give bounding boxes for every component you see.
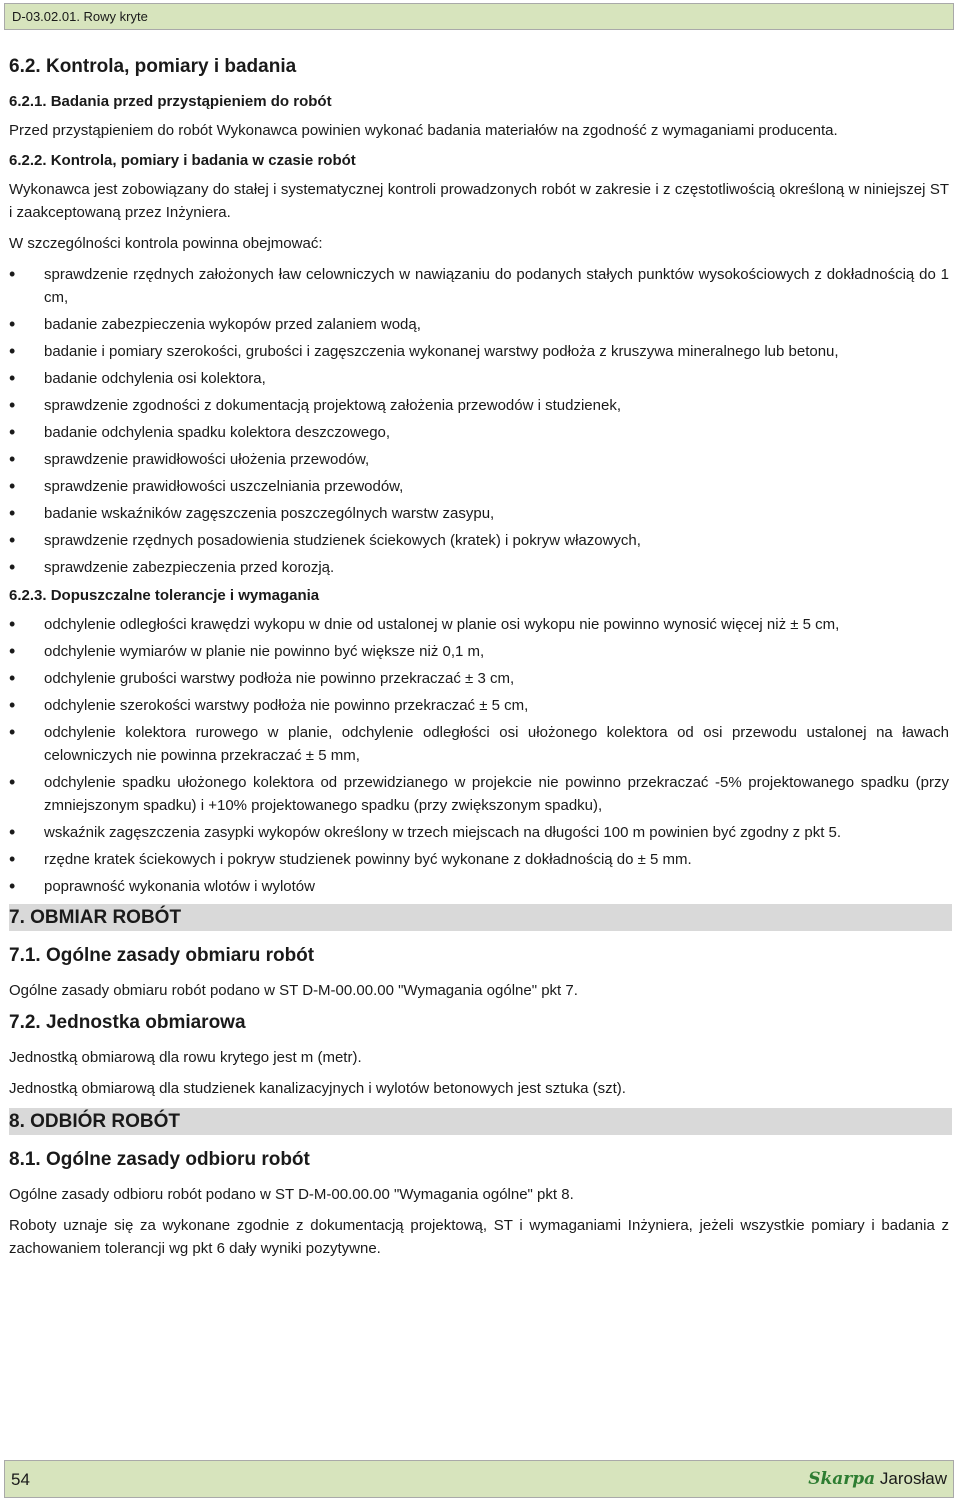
- list-item: • sprawdzenie zgodności z dokumentacją projektową założenia przewodów i studzienek,: [9, 394, 949, 417]
- list-item: • rzędne kratek ściekowych i pokryw studzienek powinny być wykonane z dokładnością do ± 5 mm.: [9, 848, 949, 871]
- running-header: [4, 3, 954, 30]
- subsection-heading-6-2-3: 6.2.3. Dopuszczalne tolerancje i wymagania: [9, 587, 320, 604]
- list-item: • odchylenie grubości warstwy podłoża nie powinno przekraczać ± 3 cm,: [9, 667, 949, 690]
- list-item: • sprawdzenie rzędnych założonych ław celowniczych w nawiązaniu do podanych stałych punktów wysokościowych z dokładnością do 1 cm,: [9, 263, 949, 309]
- chapter-heading-8: 8. ODBIÓR ROBÓT: [9, 1108, 952, 1135]
- list-item: • odchylenie szerokości warstwy podłoża nie powinno przekraczać ± 5 cm,: [9, 694, 949, 717]
- tolerance-list: [9, 613, 949, 898]
- company-logo: Skarpa: [808, 1469, 876, 1489]
- list-item: • sprawdzenie zabezpieczenia przed korozją.: [9, 556, 949, 579]
- list-item: • sprawdzenie prawidłowości uszczelniania przewodów,: [9, 475, 949, 498]
- section-heading-8-1: 8.1. Ogólne zasady odbioru robót: [9, 1149, 310, 1170]
- section-heading-7-2: 7.2. Jednostka obmiarowa: [9, 1012, 246, 1033]
- list-item: • badanie odchylenia osi kolektora,: [9, 367, 949, 390]
- list-item: • wskaźnik zagęszczenia zasypki wykopów określony w trzech miejscach na długości 100 m powinien być zgodny z pkt 5.: [9, 821, 949, 844]
- paragraph: Jednostką obmiarową dla rowu krytego jest m (metr).: [9, 1049, 362, 1066]
- list-item: • odchylenie spadku ułożonego kolektora od przewidzianego w projekcie nie powinno przekraczać -5% projektowanego spadku (przy zmniejszonym spadku) i +10% projektowanego spadku (przy zwiększonym spadku),: [9, 771, 949, 817]
- list-item: • badanie i pomiary szerokości, grubości i zagęszczenia wykonanej warstwy podłoża z kruszywa mineralnego lub betonu,: [9, 340, 949, 363]
- list-item: • sprawdzenie prawidłowości ułożenia przewodów,: [9, 448, 949, 471]
- subsection-heading-6-2-1: 6.2.1. Badania przed przystąpieniem do robót: [9, 93, 332, 110]
- paragraph: Jednostką obmiarową dla studzienek kanalizacyjnych i wylotów betonowych jest sztuka (szt).: [9, 1080, 626, 1097]
- list-item: • badanie wskaźników zagęszczenia poszczególnych warstw zasypu,: [9, 502, 949, 525]
- chapter-heading-7: 7. OBMIAR ROBÓT: [9, 904, 952, 931]
- list-item: • odchylenie odległości krawędzi wykopu w dnie od ustalonej w planie osi wykopu nie powinno wynosić więcej niż ± 5 cm,: [9, 613, 949, 636]
- footer-publisher: [808, 1469, 947, 1489]
- footer-city: Jarosław: [879, 1469, 947, 1488]
- paragraph: Przed przystąpieniem do robót Wykonawca powinien wykonać badania materiałów na zgodność z wymaganiami producenta.: [9, 122, 838, 139]
- paragraph: W szczególności kontrola powinna obejmować:: [9, 235, 323, 252]
- list-item: • badanie zabezpieczenia wykopów przed zalaniem wodą,: [9, 313, 949, 336]
- list-item: • odchylenie kolektora rurowego w planie, odchylenie odległości osi ułożonego kolektora od osi przewodu ustalonej na ławach celowniczych nie powinna przekraczać ± 5 mm,: [9, 721, 949, 767]
- list-item: • poprawność wykonania wlotów i wylotów: [9, 875, 949, 898]
- paragraph: Ogólne zasady obmiaru robót podano w ST D-M-00.00.00 "Wymagania ogólne" pkt 7.: [9, 982, 578, 999]
- list-item: • odchylenie wymiarów w planie nie powinno być większe niż 0,1 m,: [9, 640, 949, 663]
- control-list: [9, 263, 949, 579]
- section-heading-7-1: 7.1. Ogólne zasady obmiaru robót: [9, 945, 315, 966]
- list-item: • badanie odchylenia spadku kolektora deszczowego,: [9, 421, 949, 444]
- page-number: 54: [11, 1470, 30, 1489]
- document-code: D-03.02.01. Rowy kryte: [12, 9, 148, 24]
- running-footer: [4, 1460, 954, 1498]
- document-body: [9, 55, 949, 1268]
- subsection-heading-6-2-2: 6.2.2. Kontrola, pomiary i badania w czasie robót: [9, 152, 356, 169]
- paragraph: Wykonawca jest zobowiązany do stałej i systematycznej kontroli prowadzonych robót w zakresie i z częstotliwością określoną w niniejszej ST i zaakceptowaną przez Inżyniera.: [9, 181, 949, 221]
- list-item: • sprawdzenie rzędnych posadowienia studzienek ściekowych (kratek) i pokryw włazowych,: [9, 529, 949, 552]
- paragraph: Roboty uznaje się za wykonane zgodnie z dokumentacją projektową, ST i wymaganiami Inżyniera, jeżeli wszystkie pomiary i badania z zachowaniem tolerancji wg pkt 6 dały wyniki pozytywne.: [9, 1217, 949, 1257]
- paragraph: Ogólne zasady odbioru robót podano w ST D-M-00.00.00 "Wymagania ogólne" pkt 8.: [9, 1186, 574, 1203]
- section-heading-6-2: 6.2. Kontrola, pomiary i badania: [9, 56, 297, 77]
